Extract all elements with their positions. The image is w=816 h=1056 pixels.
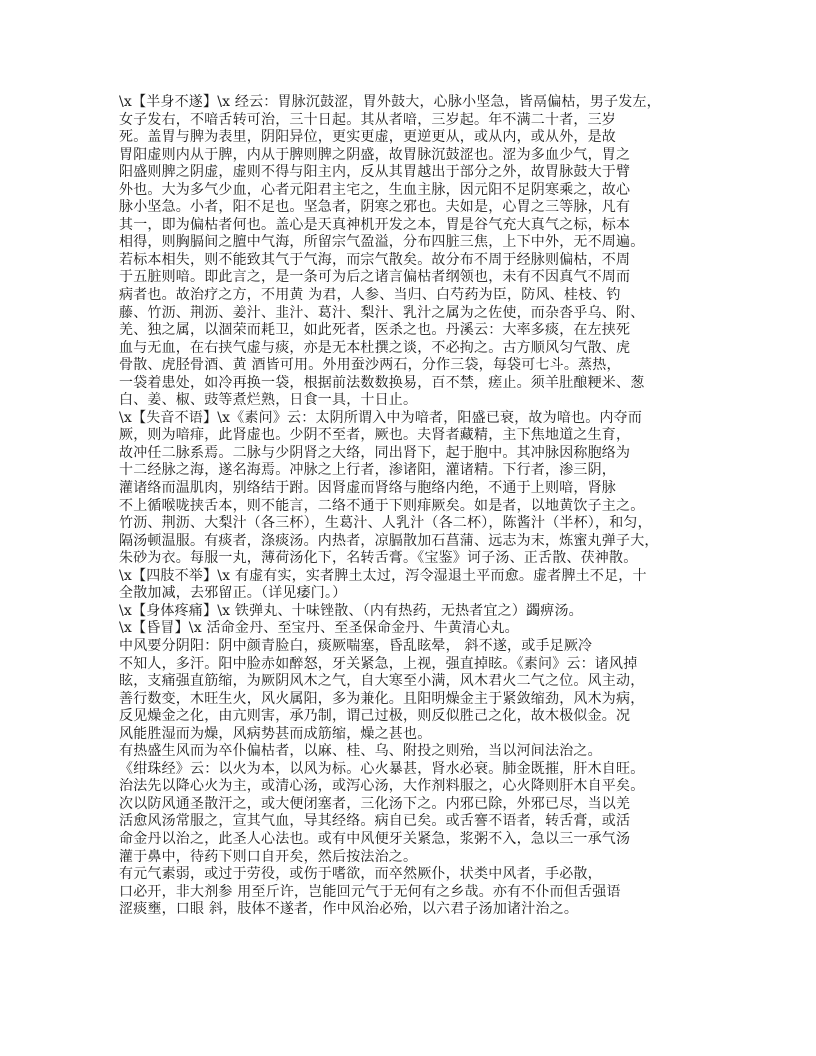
text-line: 十二经脉之海，遂名海焉。冲脉之上行者，渗诸阳，灌诸精。下行者，渗三阴， (119, 462, 616, 479)
text-line: 反见燥金之化，由亢则害，承乃制，谓己过极，则反似胜己之化，故木极似金。况 (119, 708, 631, 725)
text-line: \x【失音不语】\x《素问》云：太阴所谓入中为喑者，阳盛已衰，故为喑也。内夺而 (119, 409, 643, 426)
document-page (119, 94, 719, 919)
text-line: 全散加减，去邪留正。（详见痿门。） (119, 585, 347, 602)
text-line: 若标本相失，则不能致其气于气海，而宗气散矣。故分布不周于经脉则偏枯，不周 (119, 251, 631, 268)
text-line: 治法先以降心火为主，或清心汤，或泻心汤，大作剂料服之，心火降则肝木自平矣。 (119, 778, 645, 795)
text-line: 有元气素弱，或过于劳役，或伤于嗜欲，而卒然厥仆，状类中风者，手必散， (119, 866, 602, 883)
text-line: 中风要分阴阳：阴中颜青脸白，痰厥喘塞，昏乱眩晕， 斜不遂，或手足厥冷 (119, 637, 593, 654)
text-line: 于五脏则喑。即此言之，是一条可为后之诸言偏枯者纲领也，未有不因真气不周而 (119, 269, 631, 286)
text-line: 藤、竹沥、荆沥、姜汁、韭汁、葛汁、梨汁、乳汁之属为之佐使，而杂沓乎乌、附、 (119, 304, 645, 321)
text-line: 口必开，非大剂参 用至斤许，岂能回元气于无何有之乡哉。亦有不仆而但舌强语 (119, 883, 621, 900)
text-line: 外也。大为多气少血，心者元阳君主宅之，生血主脉，因元阳不足阴寒乘之，故心 (119, 181, 631, 198)
text-line: 灌诸络而温肌肉，别络结于跗。因肾虚而肾络与胞络内绝，不通于上则喑，肾脉 (119, 480, 616, 497)
text-line: 厥，则为喑痱，此肾虚也。少阴不至者，厥也。夫肾者藏精，主下焦地道之生育， (119, 427, 631, 444)
text-line: 命金丹以治之，此圣人心法也。或有中风便牙关紧急，浆粥不入，急以三一承气汤 (119, 830, 631, 847)
text-line: 不知人，多汗。阳中脸赤如醉怒，牙关紧急，上视，强直掉眩。《素问》云：诸风掉 (119, 655, 638, 672)
text-line: \x【昏冒】\x 活命金丹、至宝丹、至圣保命金丹、牛黄清心丸。 (119, 620, 519, 637)
text-line: 善行数变，木旺生火，风火属阳，多为兼化。且阳明燥金主于紧敛缩劲，风木为病， (119, 690, 645, 707)
text-line: 灌于鼻中，待药下则口自开矣，然后按法治之。 (119, 848, 418, 865)
text-line: 病者也。故治疗之方，不用黄 为君，人参、当归、白芍药为臣，防风、桂枝、钓 (119, 287, 621, 304)
text-line: 涩痰壅，口眼 斜，肢体不遂者，作中风治必殆，以六君子汤加诸汁治之。 (119, 901, 579, 918)
text-line: 血与无血，在右挟气虚与痰，亦是无本杜撰之谈，不必拘之。古方顺风匀气散、虎 (119, 339, 631, 356)
text-line: 故冲任二脉系焉。二脉与少阴肾之大络，同出肾下，起于胞中。其冲脉因称胞络为 (119, 444, 631, 461)
text-line: 风能胜湿而为燥，风病势甚而成筋缩，燥之甚也。 (119, 725, 432, 742)
text-line: 死。盖胃与脾为表里，阴阳异位，更实更虚，更逆更从，或从内，或从外，是故 (119, 129, 616, 146)
text-line: 羌、独之属，以涸荣而耗卫，如此死者，医杀之也。丹溪云：大率多痰，在左挟死 (119, 322, 631, 339)
text-line: 不上循喉咙挟舌本，则不能言，二络不通于下则痱厥矣。如是者，以地黄饮子主之。 (119, 497, 645, 514)
text-line: 《绀珠经》云：以火为本，以风为标。心火暴甚，肾水必衰。肺金既摧，肝木自旺。 (119, 760, 645, 777)
text-line: 白、姜、椒、豉等煮烂熟，日食一具，十日止。 (119, 392, 418, 409)
text-line: \x【身体疼痛】\x 铁弹丸、十味锉散、（内有热药，无热者宜之）蠲痹汤。 (119, 602, 583, 619)
text-line: 活愈风汤常服之，宣其气血，导其经络。病自已矣。或舌謇不语者，转舌膏，或活 (119, 813, 631, 830)
text-line: 女子发右，不喑舌转可治，三十日起。其从者喑，三岁起。年不满二十者，三岁 (119, 111, 616, 128)
text-line: 阳盛则脾之阴虚，虚则不得与阳主内，反从其胃越出于部分之外，故胃脉鼓大于臂 (119, 164, 631, 181)
text-line: 脉小坚急。小者，阳不足也。坚急者，阴寒之邪也。夫如是，心胃之三等脉，凡有 (119, 199, 631, 216)
text-line: \x【四肢不举】\x 有虚有实，实者脾土太过，泻令湿退土平而愈。虚者脾土不足，十 (119, 567, 647, 584)
text-line: 次以防风通圣散汗之，或大便闭塞者，三化汤下之。内邪已除，外邪已尽，当以羌 (119, 795, 631, 812)
text-line: 有热盛生风而为卒仆偏枯者，以麻、桂、乌、附投之则殆，当以河间法治之。 (119, 743, 602, 760)
text-line: 相得，则胸膈间之膻中气海，所留宗气盈溢，分布四脏三焦，上下中外，无不周遍。 (119, 234, 645, 251)
text-line: 朱砂为衣。每服一丸，薄荷汤化下，名转舌膏。《宝鉴》诃子汤、正舌散、茯神散。 (119, 550, 638, 567)
text-line: 竹沥、荆沥、大梨汁（各三杯），生葛汁、人乳汁（各二杯），陈酱汁（半杯），和匀， (119, 515, 652, 532)
text-line: 骨散、虎胫骨酒、黄 酒皆可用。外用蚕沙两石，分作三袋，每袋可七斗。蒸热， (119, 357, 621, 374)
text-line: 眩，支痛强直筋缩，为厥阴风木之气，自大寒至小满，风木君火二气之位。风主动， (119, 673, 645, 690)
text-line: \x【半身不遂】\x 经云：胃脉沉鼓涩，胃外鼓大，心脉小坚急，皆鬲偏枯，男子发左， (119, 94, 661, 110)
text-line: 其一，即为偏枯者何也。盖心是天真神机开发之本，胃是谷气充大真气之标，标本 (119, 216, 631, 233)
text-line: 一袋着患处，如冷再换一袋，根据前法数数换易，百不禁，瘥止。须羊肚酿粳米、葱 (119, 374, 645, 391)
text-line: 隔汤顿温服。有痰者，涤痰汤。内热者，凉膈散加石菖蒲、远志为末，炼蜜丸弹子大， (119, 532, 659, 549)
text-line: 胃阳虚则内从于脾，内从于脾则脾之阴盛，故胃脉沉鼓涩也。涩为多血少气，胃之 (119, 146, 631, 163)
